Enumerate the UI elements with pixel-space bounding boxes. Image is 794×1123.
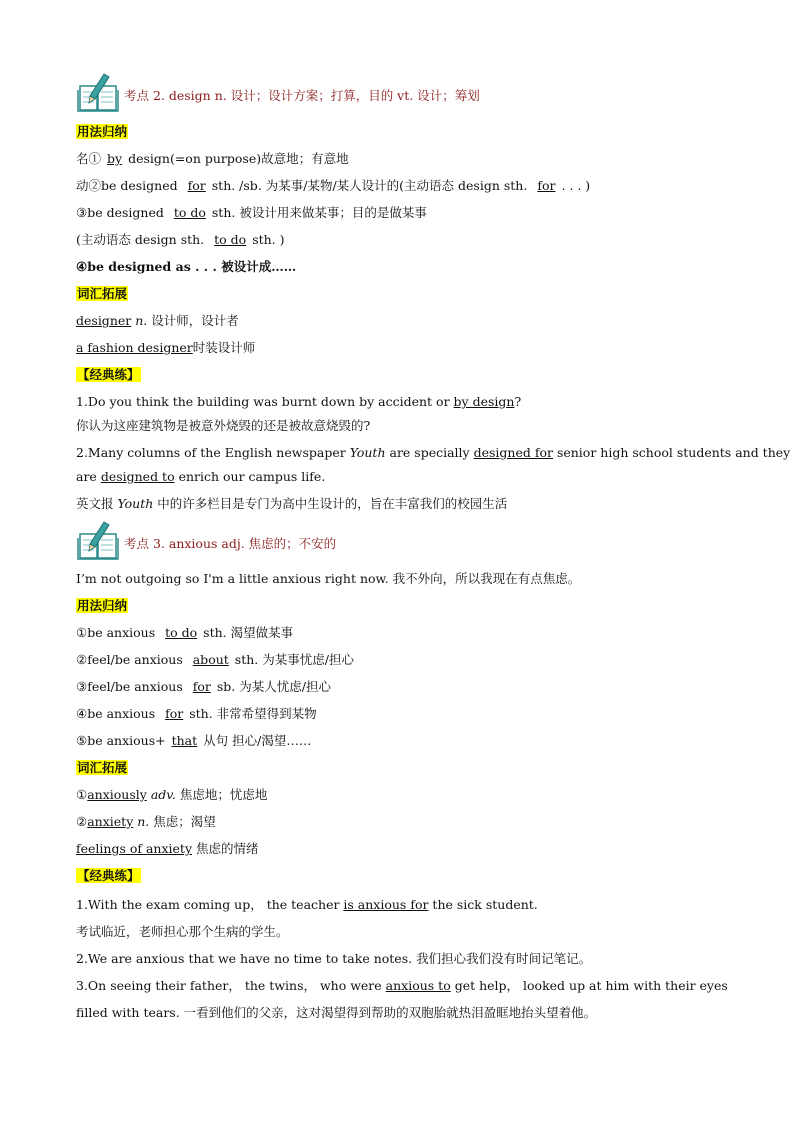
kp2-usage-2: 动②be designed for sth. /sb. 为某事/某物/某人设计的(主动语态 design sth. for . . . ) xyxy=(76,178,591,193)
kp2-practice-1: 1.Do you think the building was burnt down by accident or by design? xyxy=(76,394,522,409)
kp2-practice-2b: are designed to enrich our campus life. xyxy=(76,469,326,484)
kp3-practice-header: 【经典练】 xyxy=(77,868,140,883)
kp3-usage-3: ③feel/be anxious for sb. 为某人忧虑/担心 xyxy=(76,679,331,694)
kp2-usage-header: 用法归纳 xyxy=(77,124,128,139)
kp2-vocab-1: designer n. 设计师，设计者 xyxy=(76,313,239,328)
kp3-practice-1-cn: 考试临近，老师担心那个生病的学生。 xyxy=(76,924,289,939)
kp3-usage-header: 用法归纳 xyxy=(77,598,128,613)
kp2-usage-4: ④be designed as . . . 被设计成…… xyxy=(76,259,297,274)
kp3-title: 考点 3. anxious adj. 焦虑的；不安的 xyxy=(124,536,337,551)
kp2-title: 考点 2. design n. 设计；设计方案；打算，目的 vt. 设计；筹划 xyxy=(124,88,480,103)
kp3-practice-3: 3.On seeing their father， the twins， who were anxious to get help， looked up at him with their eyes xyxy=(76,978,728,993)
kp2-practice-1-cn: 你认为这座建筑物是被意外烧毁的还是被故意烧毁的? xyxy=(76,418,371,433)
kp3-example: I’m not outgoing so I'm a little anxious right now. 我不外向，所以我现在有点焦虑。 xyxy=(76,571,581,586)
kp3-usage-4: ④be anxious for sth. 非常希望得到某物 xyxy=(76,706,317,721)
kp3-practice-1: 1.With the exam coming up， the teacher is anxious for the sick student. xyxy=(76,897,538,912)
kp3-vocab-header: 词汇拓展 xyxy=(77,760,128,775)
kp3-usage-1: ①be anxious to do sth. 渴望做某事 xyxy=(76,625,294,640)
kp3-usage-2: ②feel/be anxious about sth. 为某事忧虑/担心 xyxy=(76,652,354,667)
kp2-usage-3: ③be designed to do sth. 被设计用来做某事；目的是做某事 xyxy=(76,205,427,220)
kp3-vocab-2: ②anxiety n. 焦虑；渴望 xyxy=(76,814,216,829)
kp2-usage-3b: (主动语态 design sth. to do sth. ) xyxy=(76,232,285,247)
book-pencil-icon xyxy=(76,520,120,560)
kp3-practice-2: 2.We are anxious that we have no time to take notes. 我们担心我们没有时间记笔记。 xyxy=(76,951,592,966)
kp3-vocab-3: feelings of anxiety 焦虑的情绪 xyxy=(76,841,259,856)
book-pencil-icon xyxy=(76,72,120,112)
kp3-practice-3b: filled with tears. 一看到他们的父亲，这对渴望得到帮助的双胞胎就热泪盈眶地抬头望着他。 xyxy=(76,1005,597,1020)
kp2-vocab-2: a fashion designer时装设计师 xyxy=(76,340,256,355)
kp2-vocab-header: 词汇拓展 xyxy=(77,286,128,301)
kp2-practice-header: 【经典练】 xyxy=(77,367,140,382)
kp3-vocab-1: ①anxiously adv. 焦虑地；忧虑地 xyxy=(76,787,268,802)
kp2-usage-1: 名① by design(=on purpose)故意地；有意地 xyxy=(76,151,349,166)
kp2-practice-2-cn: 英文报 Youth 中的许多栏目是专门为高中生设计的，旨在丰富我们的校园生活 xyxy=(76,496,508,511)
kp2-practice-2: 2.Many columns of the English newspaper Youth are specially designed for senior high school students and they xyxy=(76,445,791,460)
kp3-usage-5: ⑤be anxious+ that 从句 担心/渴望…… xyxy=(76,733,312,748)
